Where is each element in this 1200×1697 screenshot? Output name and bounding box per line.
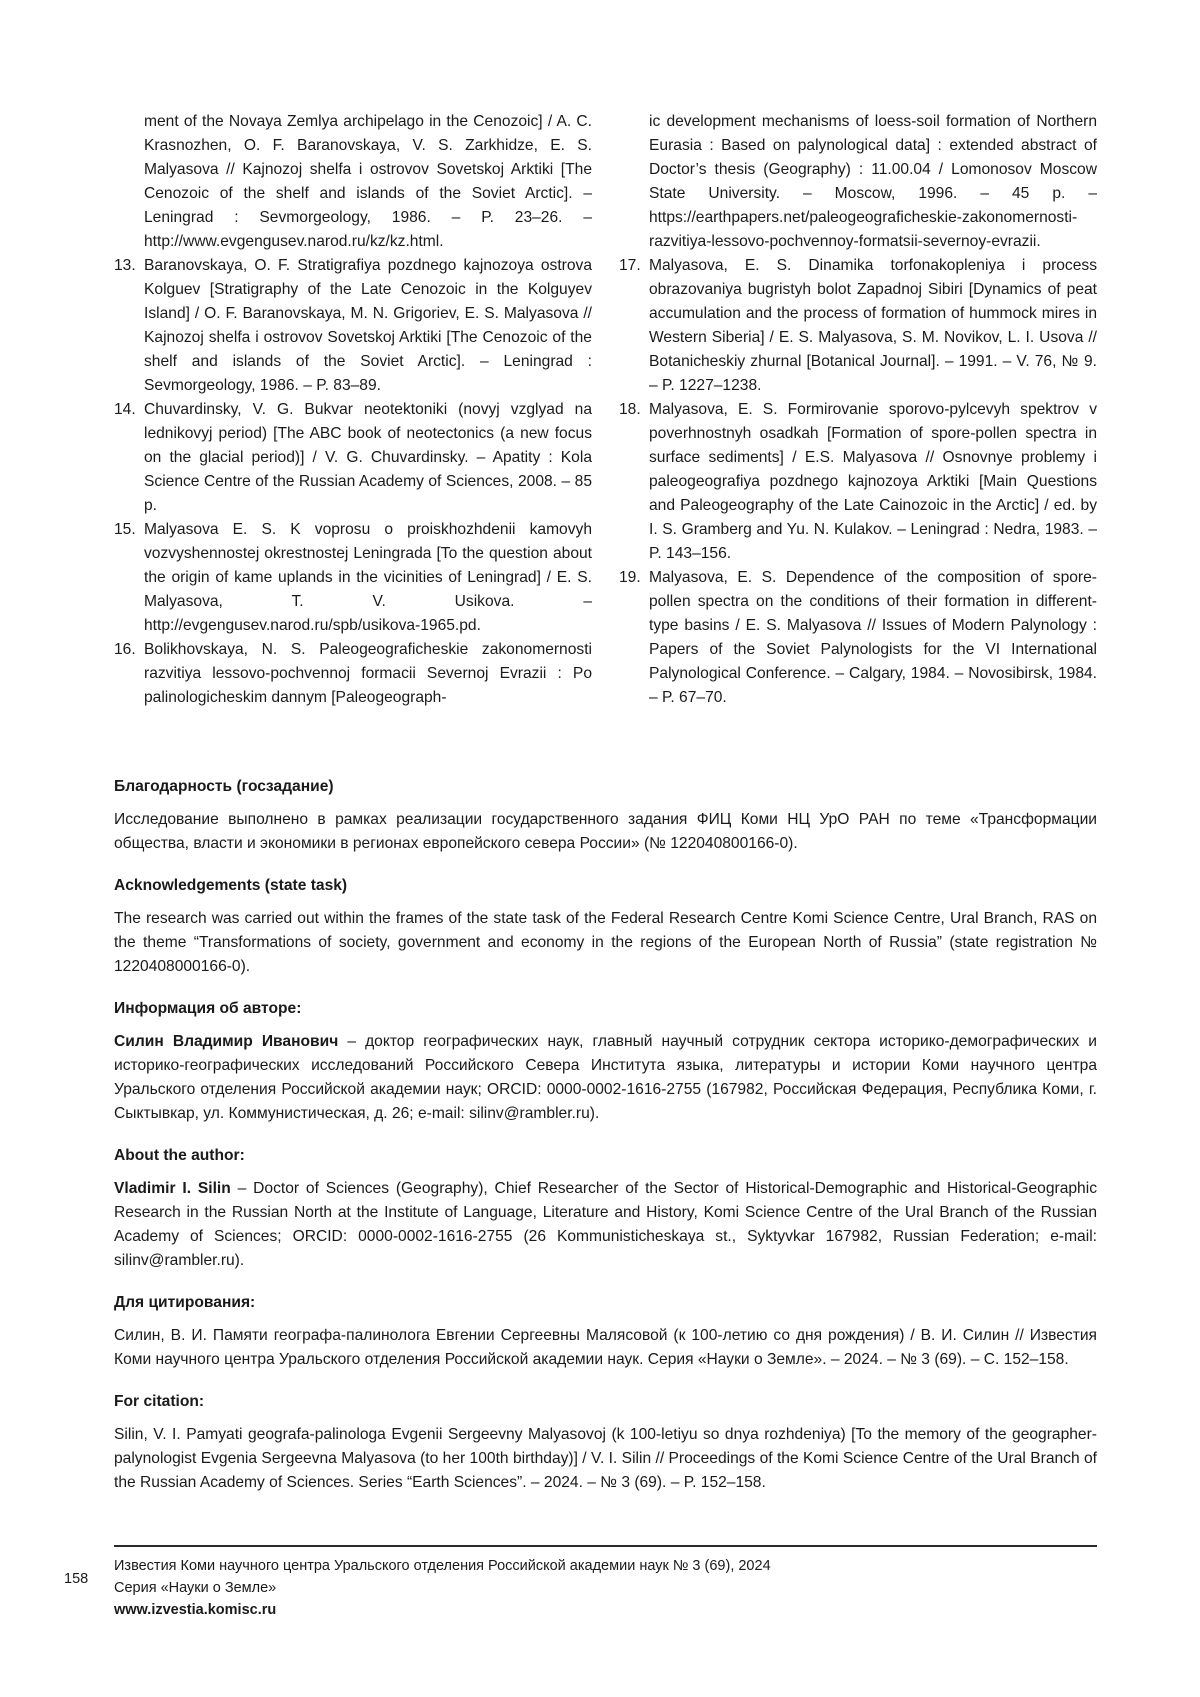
reference-item xyxy=(114,254,592,398)
article-back-matter xyxy=(114,776,1097,1514)
reference-text: Chuvardinsky, V. G. Bukvar neotektoniki (novyj vzglyad na lednikovyj period) [The ABC book of neotectonics (a new focus on the glacial period)] / V. G. Chuvardinsky. – Apatity : Kola Science Centre of the Russian Academy of Sciences, 2008. – 85 p. xyxy=(144,401,592,514)
reference-item xyxy=(619,398,1097,566)
author-name-en: Vladimir I. Silin xyxy=(114,1180,231,1197)
references-list xyxy=(114,110,1097,710)
citation-en-heading: For citation: xyxy=(114,1393,205,1410)
reference-text: Malyasova, E. S. Dependence of the composition of spore-pollen spectra on the conditions of their formation in different-type basins / E. S. Malyasova // Issues of Modern Palynology : Papers of the Soviet Palynologists for the VI International Palynological Conference. – Calgary, 1984. – Novosibirsk, 1984. – P. 67–70. xyxy=(649,569,1097,706)
reference-item xyxy=(114,398,592,518)
footer-divider xyxy=(114,1545,1097,1547)
acknowledgement-ru-text: Исследование выполнено в рамках реализации государственного задания ФИЦ Коми НЦ УрО РАН по теме «Трансформации общества, власти и экономики в регионах европейского севера России» (№ 122040800166-0). xyxy=(114,811,1097,852)
reference-number: 16. xyxy=(114,641,136,658)
acknowledgement-en-heading: Acknowledgements (state task) xyxy=(114,877,348,894)
reference-number: 17. xyxy=(619,257,641,274)
author-info-ru-section xyxy=(114,998,1097,1126)
author-description-en: – Doctor of Sciences (Geography), Chief Researcher of the Sector of Historical-Demographic and Historical-Geographic Research in the Russian North at the Institute of Language, Literature and History, Komi Science Centre of the Ural Branch of the Russian Academy of Sciences; ORCID: 0000-0002-1616-2755 (26 Kommunisticheskaya st., Syktyvkar 167982, Russian Federation; e-mail: silinv@rambler.ru). xyxy=(114,1180,1097,1269)
page-number: 158 xyxy=(64,1571,89,1587)
reference-item xyxy=(114,518,592,638)
acknowledgement-ru-heading: Благодарность (госзадание) xyxy=(114,778,334,795)
page-footer xyxy=(114,1555,1097,1621)
citation-en-text: Silin, V. I. Pamyati geografa-palinologa Evgenii Sergeevny Malyasovoj (k 100-letiyu so dnya rozhdeniya) [To the memory of the geographer-palynologist Evgenia Sergeevna Malyasova (to her 100th birthday)] / V. I. Silin // Proceedings of the Komi Science Centre of the Ural Branch of the Russian Academy of Sciences. Series “Earth Sciences”. – 2024. – № 3 (69). – P. 152–158. xyxy=(114,1426,1097,1491)
citation-ru-text: Силин, В. И. Памяти географа-палинолога Евгении Сергеевны Малясовой (к 100-летию со дня рождения) / В. И. Силин // Известия Коми научного центра Уральского отделения Российской академии наук. Серия «Науки о Земле». – 2024. – № 3 (69). – С. 152–158. xyxy=(114,1327,1097,1368)
author-info-en-text xyxy=(114,1177,1097,1273)
acknowledgement-en-section xyxy=(114,875,1097,979)
reference-text: ment of the Novaya Zemlya archipelago in the Cenozoic] / A. C. Krasnozhen, O. F. Baranovskaya, V. S. Zarkhidze, E. S. Malyasova // Kajnozoj shelfa i ostrovov Sovetskoj Arktiki [The Cenozoic of the shelf and islands of the Soviet Arctic]. – Leningrad : Sevmorgeology, 1986. – P. 23–26. – http://www.evgengusev.narod.ru/kz/kz.html. xyxy=(144,113,592,250)
references-left-column xyxy=(114,110,592,710)
reference-text: Malyasova E. S. K voprosu o proiskhozhdenii kamovyh vozvyshennostej okrestnostej Leningrada [To the question about the origin of kame uplands in the vicinities of Leningrad] / E. S. Malyasova, T. V. Usikova. – http://evgengusev.narod.ru/spb/usikova-1965.pd. xyxy=(144,521,592,634)
reference-number: 14. xyxy=(114,401,136,418)
reference-number: 18. xyxy=(619,401,641,418)
reference-item xyxy=(619,254,1097,398)
citation-ru-section xyxy=(114,1292,1097,1372)
author-info-en-heading: About the author: xyxy=(114,1147,245,1164)
references-right-column xyxy=(619,110,1097,710)
footer-website-link[interactable]: www.izvestia.komisc.ru xyxy=(114,1602,277,1618)
reference-text: Bolikhovskaya, N. S. Paleogeograficheskie zakonomernosti razvitiya lessovo-pochvennoj formacii Severnoj Evrazii : Po palinologicheskim dannym [Paleogeograph- xyxy=(144,641,592,706)
reference-number: 13. xyxy=(114,257,136,274)
reference-item xyxy=(619,110,1097,254)
reference-text: Baranovskaya, O. F. Stratigrafiya pozdnego kajnozoya ostrova Kolguev [Stratigraphy of the Late Cenozoic in the Kolguyev Island] / O. F. Baranovskaya, M. N. Grigoriev, E. S. Malyasova // Kajnozoj shelfa i ostrovov Sovetskoj Arktiki [The Cenozoic of the shelf and islands of the Soviet Arctic]. – Leningrad : Sevmorgeology, 1986. – P. 83–89. xyxy=(144,257,592,394)
reference-text: Malyasova, E. S. Formirovanie sporovo-pylcevyh spektrov v poverhnostnyh osadkah [Formation of spore-pollen spectra in surface sediments] / E.S. Malyasova // Osnovnye problemy i paleogeografiya pozdnego kajnozoya Arktiki [Main Questions and Paleogeography of the Late Cainozoic in the Arctic] / ed. by I. S. Gramberg and Yu. N. Kulakov. – Leningrad : Nedra, 1983. – P. 143–156. xyxy=(649,401,1097,562)
reference-item xyxy=(114,110,592,254)
citation-en-section xyxy=(114,1391,1097,1495)
author-description-ru: – доктор географических наук, главный научный сотрудник сектора историко-демографических и историко-географических исследований Российского Севера Института языка, литературы и истории Коми научного центра Уральского отделения Российской академии наук; ORCID: 0000-0002-1616-2755 (167982, Российская Федерация, Республика Коми, г. Сыктывкар, ул. Коммунистическая, д. 26; e-mail: silinv@rambler.ru). xyxy=(114,1033,1098,1122)
citation-ru-heading: Для цитирования: xyxy=(114,1294,256,1311)
acknowledgement-en-text: The research was carried out within the frames of the state task of the Federal Research Centre Komi Science Centre, Ural Branch, RAS on the theme “Transformations of society, government and economy in the regions of the European North of Russia” (state registration № 1220408000166-0). xyxy=(114,910,1097,975)
author-info-en-section xyxy=(114,1145,1097,1273)
author-info-ru-text xyxy=(114,1030,1097,1126)
reference-number: 19. xyxy=(619,569,641,586)
footer-journal-title: Известия Коми научного центра Уральского отделения Российской академии наук № 3 (69), 2024 xyxy=(114,1558,771,1574)
acknowledgement-ru-section xyxy=(114,776,1097,856)
reference-text: Malyasova, E. S. Dinamika torfonakopleniya i process obrazovaniya bugristyh bolot Zapadnoj Sibiri [Dynamics of peat accumulation and the process of formation of hummock mires in Western Siberia] / E. S. Malyasova, S. M. Novikov, L. I. Usova // Botanicheskiy zhurnal [Botanical Journal]. – 1991. – V. 76, № 9. – P. 1227–1238. xyxy=(649,257,1097,394)
author-name-ru: Силин Владимир Иванович xyxy=(114,1033,339,1050)
reference-item xyxy=(114,638,592,710)
footer-series: Серия «Науки о Земле» xyxy=(114,1580,277,1596)
reference-number: 15. xyxy=(114,521,136,538)
reference-text: ic development mechanisms of loess-soil formation of Northern Eurasia : Based on palynological data] : extended abstract of Doctor’s thesis (Geography) : 11.00.04 / Lomonosov Moscow State University. – Moscow, 1996. – 45 p. – https://earthpapers.net/paleogeograficheskie-zakonomernosti-razvitiya-lessovo-pochvennoy-formatsii-severnoy-evrazii. xyxy=(649,113,1097,250)
author-info-ru-heading: Информация об авторе: xyxy=(114,1000,302,1017)
reference-item xyxy=(619,566,1097,710)
